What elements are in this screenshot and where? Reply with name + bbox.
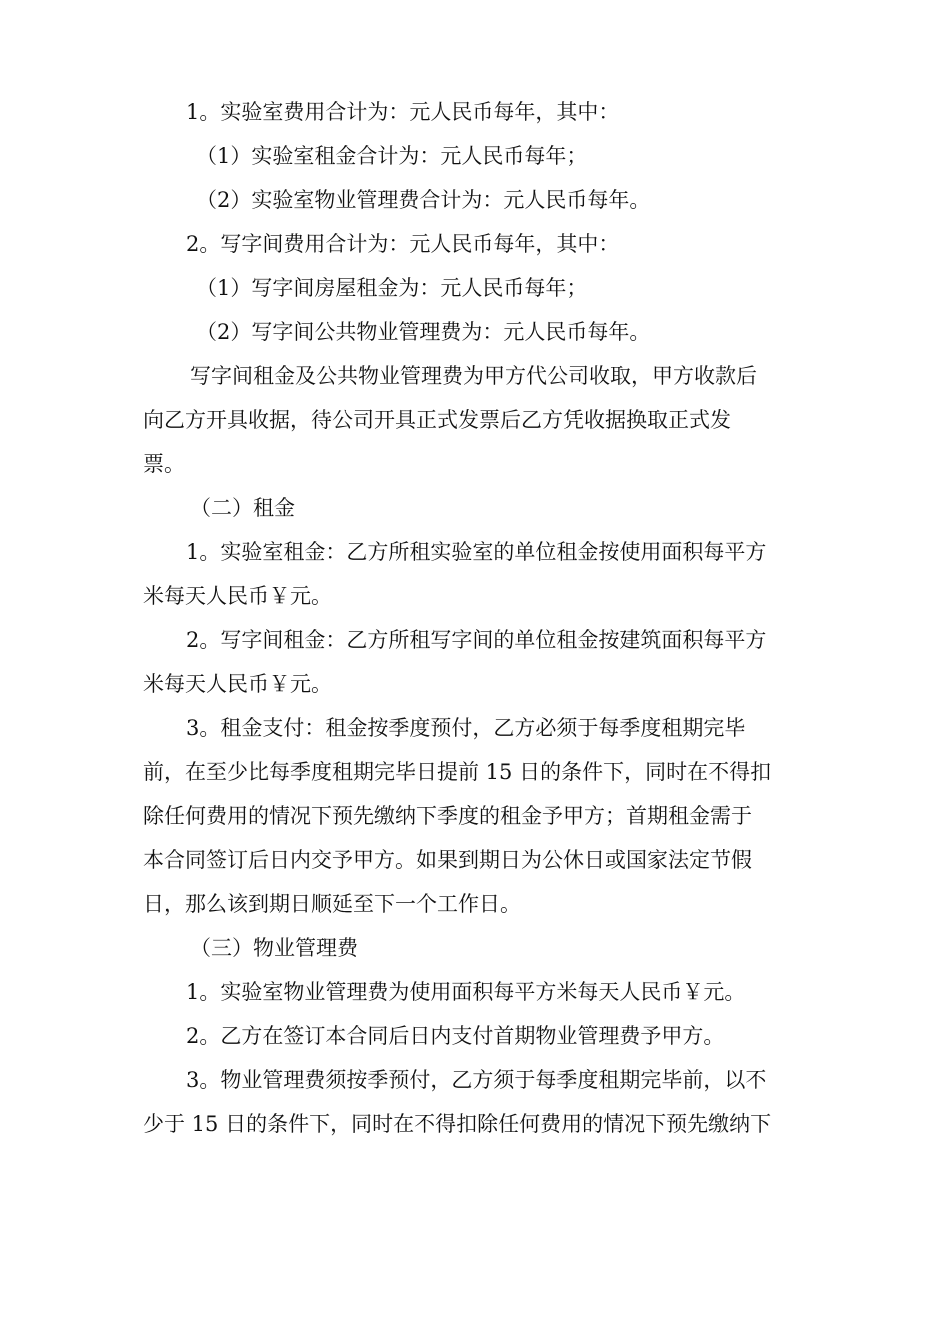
text-line-15: 3。租金支付：租金按季度预付，乙方必须于每季度租期完毕 xyxy=(186,716,746,740)
text-line-11: 1。实验室租金：乙方所租实验室的单位租金按使用面积每平方 xyxy=(186,540,767,564)
text-line-1: 1。实验室费用合计为：元人民币每年，其中： xyxy=(186,100,620,124)
text-line-16: 前，在至少比每季度租期完毕日提前 15 日的条件下，同时在不得扣 xyxy=(143,760,772,784)
text-line-24: 少于 15 日的条件下，同时在不得扣除任何费用的情况下预先缴纳下 xyxy=(143,1112,772,1136)
text-line-21: 1。实验室物业管理费为使用面积每平方米每天人民币￥元。 xyxy=(186,980,746,1004)
text-line-13: 2。写字间租金：乙方所租写字间的单位租金按建筑面积每平方 xyxy=(186,628,767,652)
text-line-18: 本合同签订后日内交予甲方。如果到期日为公休日或国家法定节假 xyxy=(143,848,752,872)
text-line-3: （2）实验室物业管理费合计为：元人民币每年。 xyxy=(196,188,651,212)
text-line-12: 米每天人民币￥元。 xyxy=(143,584,332,608)
text-line-19: 日，那么该到期日顺延至下一个工作日。 xyxy=(143,892,521,916)
text-line-17: 除任何费用的情况下预先缴纳下季度的租金予甲方；首期租金需于 xyxy=(143,804,752,828)
text-line-22: 2。乙方在签订本合同后日内支付首期物业管理费予甲方。 xyxy=(186,1024,725,1048)
text-line-2: （1）实验室租金合计为：元人民币每年； xyxy=(196,144,588,168)
text-line-14: 米每天人民币￥元。 xyxy=(143,672,332,696)
text-line-4: 2。写字间费用合计为：元人民币每年，其中： xyxy=(186,232,620,256)
text-line-23: 3。物业管理费须按季预付，乙方须于每季度租期完毕前，以不 xyxy=(186,1068,767,1092)
text-line-7: 写字间租金及公共物业管理费为甲方代公司收取，甲方收款后 xyxy=(190,364,757,388)
section-heading-property-fee: （三）物业管理费 xyxy=(190,936,358,960)
text-line-8: 向乙方开具收据，待公司开具正式发票后乙方凭收据换取正式发 xyxy=(143,408,731,432)
text-line-6: （2）写字间公共物业管理费为：元人民币每年。 xyxy=(196,320,651,344)
text-line-9: 票。 xyxy=(143,452,185,476)
text-line-5: （1）写字间房屋租金为：元人民币每年； xyxy=(196,276,588,300)
section-heading-rent: （二）租金 xyxy=(190,496,295,520)
